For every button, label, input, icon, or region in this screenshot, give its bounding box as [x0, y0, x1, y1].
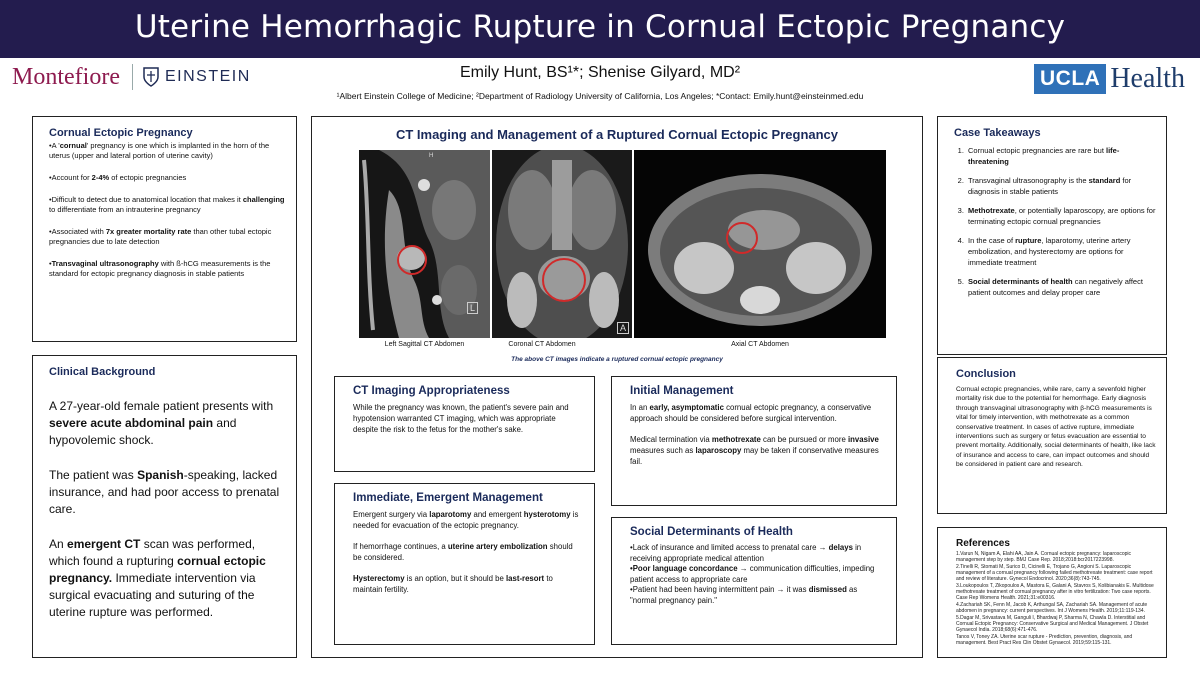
social-panel — [611, 517, 897, 645]
takeaways-panel — [937, 116, 1167, 355]
cornual-item: •Account for 2-4% of ectopic pregnancies — [49, 173, 187, 182]
reference-item: 2.Tinelli R, Stomati M, Surico D, Cicinelli E, Trojano G, Angioni S. Laparoscopic management of a cornual pregnancy following failed methotrexate treatment: case report and review of literature. Gynecol Endocrinol. 2020;36(8):743-745. — [956, 564, 1153, 582]
cornual-item: •Associated with 7x greater mortality rate than other tubal ectopic pregnancies due to late detection — [49, 227, 272, 246]
einstein-logo-text: EINSTEIN — [164, 68, 251, 85]
immediate-text — [353, 509, 582, 595]
cornual-item: •Difficult to detect due to anatomical location that makes it challenging to differentiate from an intrauterine pregnancy — [49, 195, 285, 214]
cornual-item: •A 'cornual' pregnancy is one which is implanted in the horn of the uterus (upper and lateral portion of uterine cavity) — [49, 141, 270, 160]
ct-label-h: H — [429, 153, 434, 159]
takeaways-heading: Case Takeaways — [954, 127, 1041, 139]
center-heading: CT Imaging and Management of a Ruptured Cornual Ectopic Pregnancy — [395, 127, 839, 142]
social-heading: Social Determinants of Health — [630, 526, 793, 538]
montefiore-einstein-logo — [12, 62, 251, 92]
social-item: •Patient had been having intermittent pain → it was dismissed as "normal pregnancy pain." — [630, 585, 858, 605]
conclusion-heading: Conclusion — [956, 368, 1016, 380]
clinical-p2: The patient was Spanish-speaking, lacked insurance, and had poor access to prenatal care. — [49, 468, 280, 516]
cornual-item: •Transvaginal ultrasonography with ß-hCG measurements is the standard for ectopic pregnancy diagnosis in stable patients — [49, 259, 271, 278]
clinical-p1: A 27-year-old female patient presents with severe acute abdominal pain and hypovolemic shock. — [49, 399, 274, 447]
initial-panel — [611, 376, 897, 506]
references-panel — [937, 527, 1167, 658]
immediate-p3: Hysterectomy is an option, but it should be last-resort to maintain fertility. — [353, 574, 553, 594]
takeaways-list — [954, 145, 1156, 298]
affiliations: ¹Albert Einstein College of Medicine; ²Department of Radiology University of California, Los Angeles; *Contact: Emily.hunt@einsteinmed.edu — [336, 91, 864, 101]
takeaway-item: 2. Transvaginal ultrasonography is the standard for diagnosis in stable patients — [966, 175, 1156, 197]
ct-caption-coronal: Coronal CT Abdomen — [508, 341, 576, 348]
initial-p1: In an early, asymptomatic cornual ectopic pregnancy, a conservative approach should be considered before surgical intervention. — [630, 403, 872, 423]
conclusion-text: Cornual ectopic pregnancies, while rare, carry a sevenfold higher mortality risk due to the potential for hemorrhage. Early diagnosis through transvaginal ultrasonography with β-hCG measurements is vital for timely intervention, with methotrexate as a common conservative treatment. In cases of active rupture, immediate interventions such as surgery or fetus evacuation are essential to prevent mortality. Additionally, social determinants of health, like lack of insurance and access to care, can impact outcomes and should be considered in patient care and research. — [956, 386, 1156, 469]
initial-text — [630, 402, 884, 467]
cornual-list — [49, 141, 288, 279]
references-heading: References — [956, 538, 1010, 549]
poster-title: Uterine Hemorrhagic Rupture in Cornual Ectopic Pregnancy — [134, 9, 1066, 45]
cornual-panel — [32, 116, 297, 342]
conclusion-panel — [937, 357, 1167, 514]
initial-p2: Medical termination via methotrexate can be pursued or more invasive measures such as laparoscopy may be taken if conservative measures fail. — [630, 435, 879, 466]
social-item: •Poor language concordance → communication difficulties, impeding patient access to appropriate care — [630, 564, 875, 584]
reference-item: 1.Varun N, Nigam A, Elahi AA, Jain A. Cornual ectopic pregnancy: laparoscopic management step by step. BMJ Case Rep. 2018;2018:bcr2017223998. — [956, 551, 1132, 563]
takeaway-item: 5. Social determinants of health can negatively affect patient outcomes and delay proper care — [966, 276, 1156, 298]
ct-label-l: L — [467, 302, 478, 314]
references-list — [956, 551, 1158, 646]
rupture-marker-circle — [397, 245, 427, 275]
clinical-heading: Clinical Background — [49, 366, 156, 378]
reference-item: 3.Loukopoulos T, Zikopoulos A, Mastora E, Galani A, Stavros S, Kolibianakis E. Multidose methotrexate treatment of cornual pregnancy after in vitro fertilization: Two case reports. Case Rep Womens Health. 2021;31:e00316. — [956, 583, 1154, 601]
authors: Emily Hunt, BS¹*; Shenise Gilyard, MD² — [459, 64, 741, 81]
appropriateness-heading: CT Imaging Appropriateness — [353, 385, 510, 397]
logo-divider — [132, 64, 133, 90]
takeaway-item: 4. In the case of rupture, laparotomy, uterine artery embolization, and hysterectomy are options for immediate treatment — [966, 235, 1156, 268]
ct-note: The above CT images indicate a ruptured cornual ectopic pregnancy — [511, 356, 723, 363]
initial-heading: Initial Management — [630, 385, 734, 397]
takeaway-item: 1. Cornual ectopic pregnancies are rare but life-threatening — [966, 145, 1156, 167]
ucla-logo-text: UCLA — [1034, 64, 1106, 94]
social-text — [630, 543, 884, 606]
ct-label-a: A — [617, 322, 629, 334]
reference-item: Tanos V, Toney ZA. Uterine scar rupture - Prediction, prevention, diagnosis, and management. Best Pract Res Clin Obstet Gynaecol. 2019;59:115-131. — [956, 634, 1133, 646]
appropriateness-text: While the pregnancy was known, the patient's severe pain and hypotension warranted CT imaging, which was appropriate despite the risk to the fetus for the mother's sake. — [353, 403, 569, 434]
ct-caption-sagittal: Left Sagittal CT Abdomen — [384, 341, 465, 348]
title-bar — [0, 0, 1200, 58]
ct-coronal-image — [492, 150, 632, 338]
shield-icon — [143, 67, 159, 87]
rupture-marker-circle — [542, 258, 586, 302]
health-logo-text: Health — [1110, 63, 1185, 94]
ct-caption-axial: Axial CT Abdomen — [731, 341, 789, 348]
social-item: •Lack of insurance and limited access to prenatal care → delays in receiving appropriate medical attention — [630, 543, 862, 563]
immediate-panel — [334, 483, 595, 645]
immediate-p2: If hemorrhage continues, a uterine artery embolization should be considered. — [353, 542, 573, 562]
immediate-heading: Immediate, Emergent Management — [353, 492, 543, 504]
ct-axial-image — [634, 150, 886, 338]
reference-item: 4.Zachariah SK, Fenn M, Jacob K, Arthungal SA, Zachariah SA. Management of acute abdomen in pregnancy: current perspectives. Int J Womens Health. 2019;11:119-134. — [956, 602, 1148, 614]
cornual-heading: Cornual Ectopic Pregnancy — [49, 127, 193, 139]
montefiore-logo-text: Montefiore — [12, 63, 120, 90]
clinical-panel — [32, 355, 297, 658]
takeaway-item: 3. Methotrexate, or potentially laparoscopy, are options for terminating ectopic cornual pregnancies — [966, 205, 1156, 227]
appropriateness-panel — [334, 376, 595, 472]
clinical-p3: An emergent CT scan was performed, which found a rupturing cornual ectopic pregnancy. Immediate intervention via surgical evacuating and suturing of the uterine rupture was performed. — [49, 537, 266, 619]
ct-sagittal-image — [359, 150, 490, 338]
rupture-marker-circle — [726, 222, 758, 254]
clinical-text — [49, 398, 282, 621]
reference-item: 5.Dagar M, Srivastava M, Ganguli I, Bhardwaj P, Sharma N, Chawla D. Interstitial and Cornual Ectopic Pregnancy: Conservative Surgical and Medical Management. J Obstet Gynaecol India. 2018;68(6):471-476. — [956, 615, 1149, 633]
ucla-health-logo — [1034, 63, 1185, 95]
immediate-p1: Emergent surgery via laparotomy and emergent hysterotomy is needed for evacuation of the ectopic pregnancy. — [353, 510, 579, 530]
